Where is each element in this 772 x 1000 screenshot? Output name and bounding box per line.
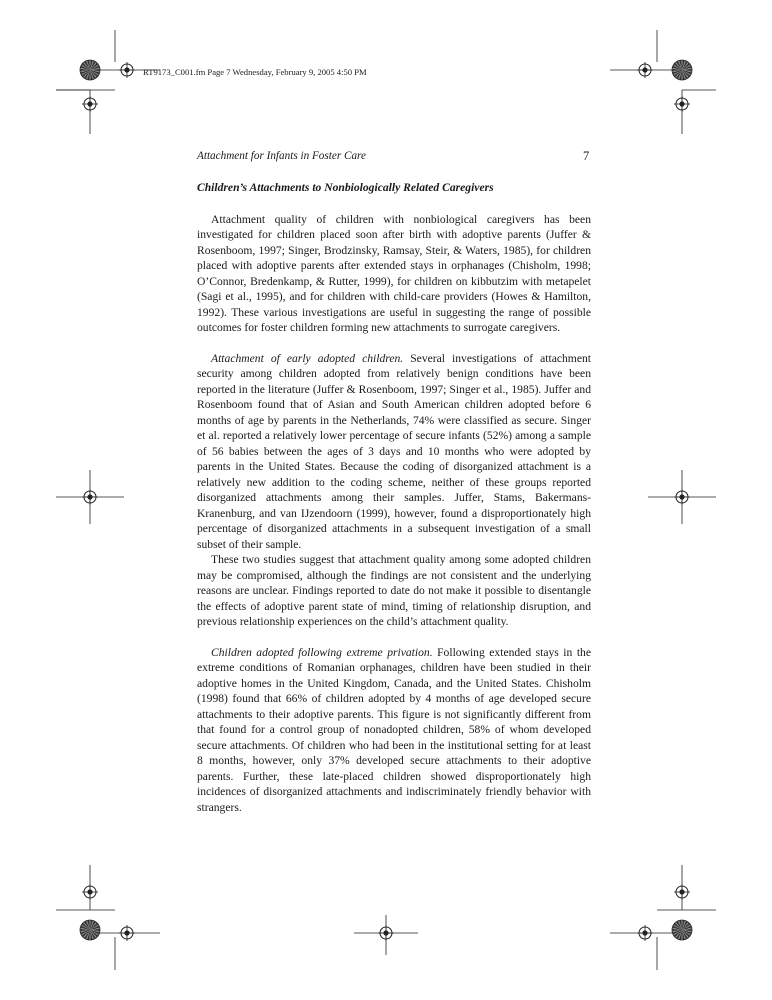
registration-starburst-icon [79, 919, 101, 941]
run-in-heading-early-adopted: Attachment of early adopted children. [211, 351, 404, 365]
registration-crosshair-icon [637, 62, 653, 78]
section-title: Children’s Attachments to Nonbiologically Related Caregivers [197, 181, 494, 194]
registration-crosshair-icon [82, 489, 98, 505]
registration-starburst-icon [79, 59, 101, 81]
paragraph-early-adopted-text: Several investigations of attachment security among children adopted from relatively benign conditions have been reported in the literature (Juffer & Rosenboom, 1997; Singer et al., 1985). Juffer and Rosenboom found that of Asian and South American children adopted before 6 months of age by parents in the Netherlands, 74% were classified as secure. Singer et al. reported a relatively lower percentage of secure infants (52%) among a sample of 56 babies between the ages of 3 days and 10 months who were adopted by parents in the United States. Because the coding of disorganized attachment is a relatively new addition to the coding scheme, neither of these groups reported disorganized attachments among their samples. Juffer, Stams, Bakermans-Kranenburg, and van IJzendoorn (1999), however, found a disproportionately high percentage of disorganized attachments in a subsequent investigation of a small subset of their sample. [197, 351, 591, 551]
registration-crosshair-icon [82, 96, 98, 112]
running-head: Attachment for Infants in Foster Care [197, 150, 366, 162]
registration-crosshair-icon [674, 884, 690, 900]
registration-starburst-icon [671, 919, 693, 941]
registration-crosshair-icon [119, 62, 135, 78]
paragraph-privation-text: Following extended stays in the extreme conditions of Romanian orphanages, children have been studied in their adoptive homes in the United Kingdom, Canada, and the United States. Chisholm (1998) found that 66% of children adopted by 4 months of age developed secure attachments to their adoptive parents. This figure is not significantly different from that found for a control group of nonadopted children, 58% of whom developed secure attachments. Of children who had been in the institutional setting for at least 8 months, however, only 37% developed secure attachments to their adoptive parents. Further, these late-placed children showed disproportionately high incidences of disorganized attachments and indiscriminately friendly behavior with strangers. [197, 645, 591, 814]
page-number: 7 [583, 149, 590, 163]
registration-crosshair-icon [637, 925, 653, 941]
registration-crosshair-icon [378, 925, 394, 941]
registration-crosshair-icon [674, 96, 690, 112]
registration-crosshair-icon [674, 489, 690, 505]
registration-crosshair-icon [82, 884, 98, 900]
run-in-heading-privation: Children adopted following extreme privation. [211, 645, 433, 659]
registration-starburst-icon [671, 59, 693, 81]
registration-crosshair-icon [119, 925, 135, 941]
slug-line: RT9173_C001.fm Page 7 Wednesday, February 9, 2005 4:50 PM [143, 67, 367, 77]
paragraph-two-studies: These two studies suggest that attachment quality among some adopted children may be compromised, although the findings are not consistent and the underlying reasons are unclear. Findings reported to date do not make it possible to disentangle the effects of adoptive parent state of mind, timing of relationship disruption, and previous relationship experiences on the child’s attachment quality. [197, 553, 591, 628]
paragraph-intro: Attachment quality of children with nonbiological caregivers has been investigated for children placed soon after birth with adoptive parents (Juffer & Rosenboom, 1997; Singer, Brodzinsky, Ramsay, Steir, & Waters, 1985), for children placed with adoptive parents after extended stays in orphanages (Chisholm, 1998; O’Connor, Bredenkamp, & Rutter, 1999), for children on kibbutzim with metapelet (Sagi et al., 1995), and for children with child-care providers (Howes & Hamilton, 1992). These various investigations are useful in suggesting the range of possible outcomes for foster children forming new attachments to surrogate caregivers. [197, 212, 591, 334]
